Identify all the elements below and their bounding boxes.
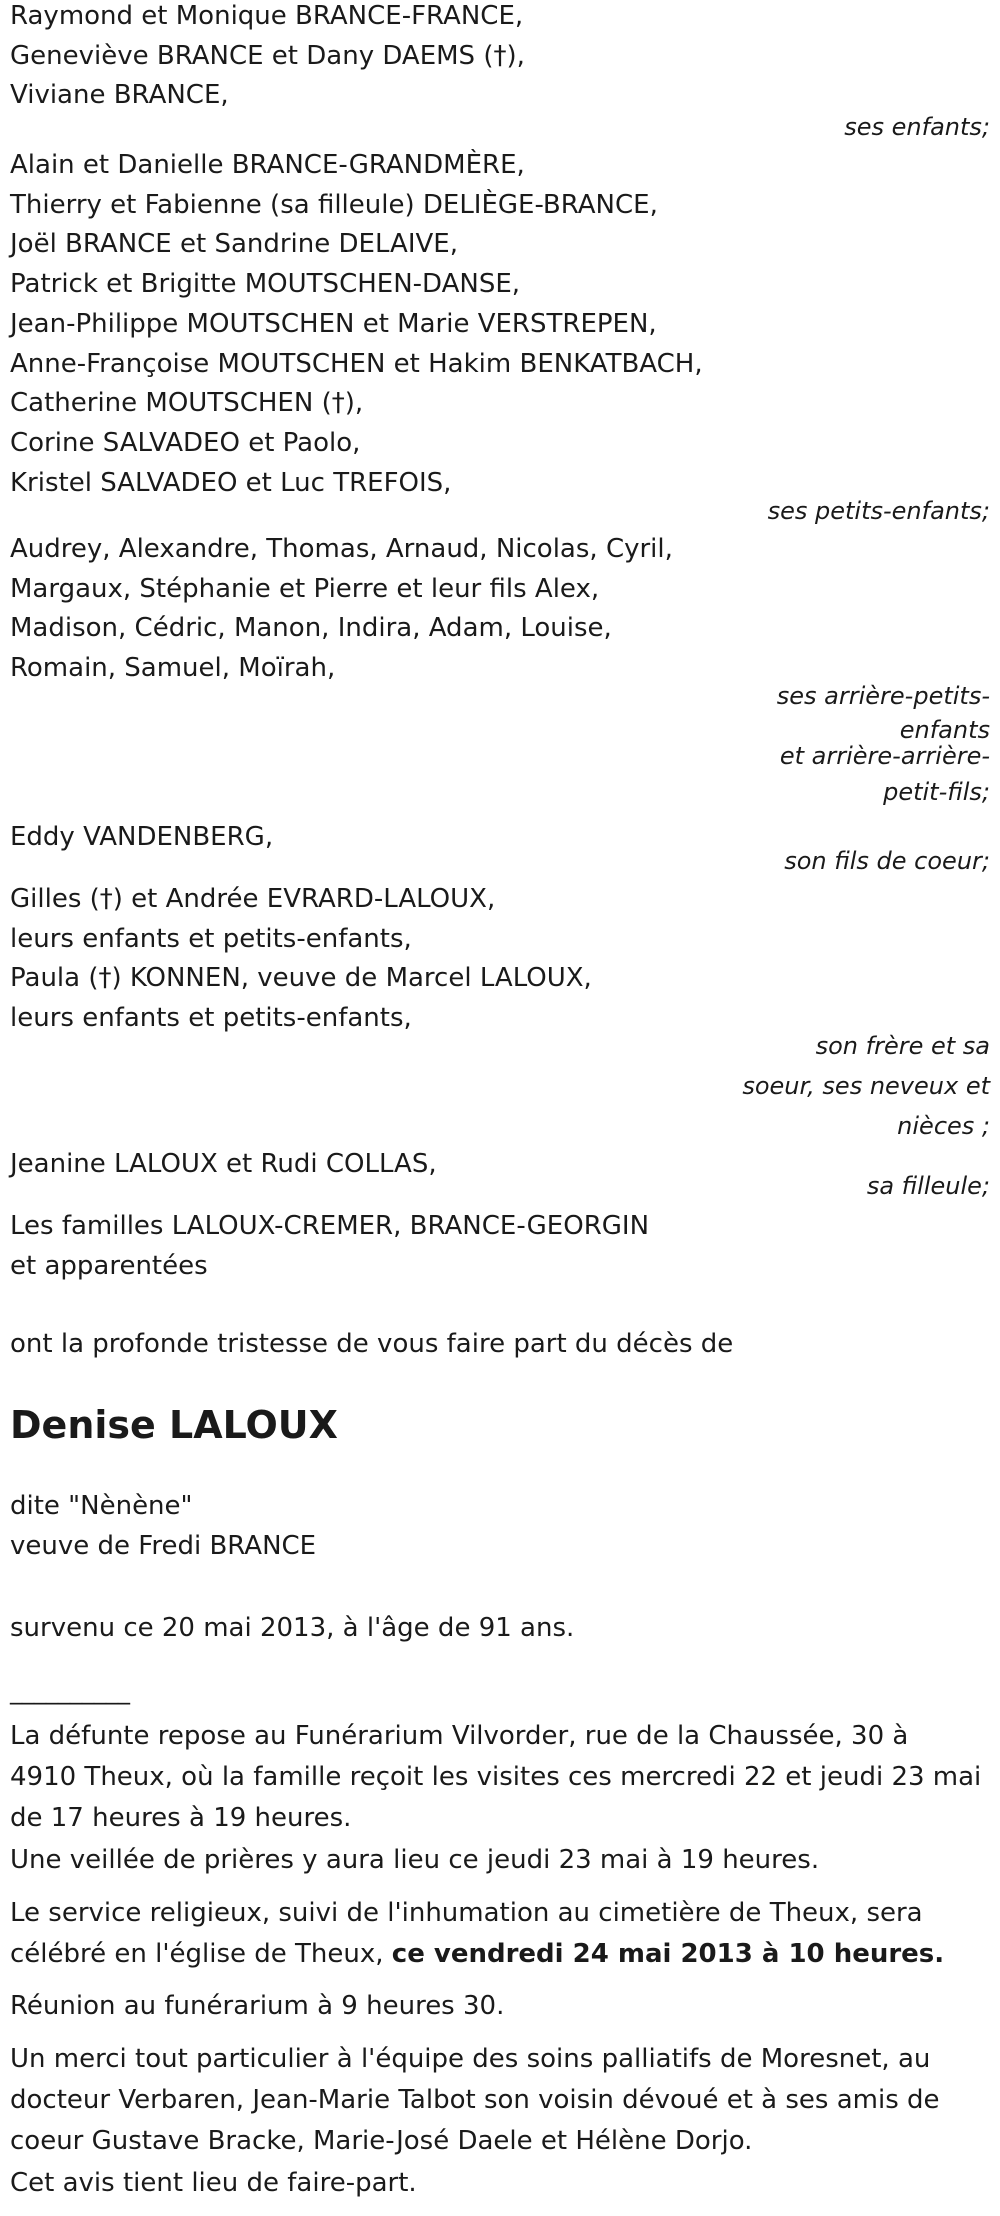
family-line: leurs enfants et petits-enfants, bbox=[10, 1003, 412, 1034]
family-group-goddaughter bbox=[10, 1145, 992, 1185]
family-line: Alain et Danielle BRANCE-GRANDMÈRE, bbox=[10, 150, 525, 180]
meeting-paragraph: Réunion au funérarium à 9 heures 30. bbox=[10, 1991, 505, 2021]
family-line: Catherine MOUTSCHEN (†), bbox=[10, 388, 364, 419]
relation-label-line: petit-fils; bbox=[883, 778, 990, 806]
family-line: Patrick et Brigitte MOUTSCHEN-DANSE, bbox=[10, 269, 521, 300]
closing-paragraph: Cet avis tient lieu de faire-part. bbox=[10, 2168, 417, 2198]
family-line: Kristel SALVADEO et Luc TREFOIS, bbox=[10, 467, 452, 498]
service-date-emphasis: ce vendredi 24 mai 2013 à 10 heures. bbox=[391, 1939, 945, 1969]
family-line: Jean-Philippe MOUTSCHEN et Marie VERSTREPEN, bbox=[10, 308, 657, 339]
family-line: et apparentées bbox=[10, 1250, 208, 1281]
relation-label: ses petits-enfants; bbox=[767, 497, 990, 525]
service-paragraph bbox=[10, 1893, 944, 1975]
family-line: Margaux, Stéphanie et Pierre et leur fils Alex, bbox=[10, 573, 600, 604]
rest-paragraph bbox=[10, 1716, 981, 1839]
family-line: Raymond et Monique BRANCE-FRANCE, bbox=[10, 1, 524, 31]
family-group-children bbox=[10, 0, 992, 116]
relation-label bbox=[780, 741, 992, 813]
family-line: Geneviève BRANCE et Dany DAEMS (†), bbox=[10, 40, 525, 71]
thanks-paragraph bbox=[10, 2039, 940, 2162]
family-line: Gilles (†) et Andrée EVRARD-LALOUX, bbox=[10, 884, 496, 914]
family-line: leurs enfants et petits-enfants, bbox=[10, 923, 412, 954]
family-line: Paula (†) KONNEN, veuve de Marcel LALOUX, bbox=[10, 963, 592, 994]
deceased-details bbox=[10, 1487, 316, 1566]
paragraph-line: coeur Gustave Bracke, Marie-José Daele et Hélène Dorjo. bbox=[10, 2126, 753, 2156]
family-group-great-grandchildren bbox=[10, 530, 992, 689]
family-line: Les familles LALOUX-CREMER, BRANCE-GEORGIN bbox=[10, 1211, 650, 1241]
paragraph-line: de 17 heures à 19 heures. bbox=[10, 1803, 352, 1833]
family-line: Madison, Cédric, Manon, Indira, Adam, Louise, bbox=[10, 613, 612, 644]
family-line: Anne-Françoise MOUTSCHEN et Hakim BENKATBACH, bbox=[10, 348, 703, 379]
paragraph-line: Un merci tout particulier à l'équipe des soins palliatifs de Moresnet, au bbox=[10, 2044, 931, 2074]
death-info: survenu ce 20 mai 2013, à l'âge de 91 ans. bbox=[10, 1613, 575, 1643]
family-group-families bbox=[10, 1207, 992, 1286]
family-line: Romain, Samuel, Moïrah, bbox=[10, 653, 336, 684]
separator-line: __________ bbox=[10, 1677, 130, 1705]
relation-label-line: soeur, ses neveux et bbox=[742, 1072, 990, 1100]
family-line: Joël BRANCE et Sandrine DELAIVE, bbox=[10, 229, 458, 260]
deceased-name: Denise LALOUX bbox=[10, 1403, 338, 1447]
paragraph-line: 4910 Theux, où la famille reçoit les visites ces mercredi 22 et jeudi 23 mai bbox=[10, 1762, 982, 1792]
family-line: Eddy VANDENBERG, bbox=[10, 822, 274, 852]
relation-label-line: ses arrière-petits- bbox=[776, 682, 990, 710]
family-line: Audrey, Alexandre, Thomas, Arnaud, Nicolas, Cyril, bbox=[10, 534, 673, 564]
family-line: Thierry et Fabienne (sa filleule) DELIÈGE-BRANCE, bbox=[10, 189, 658, 220]
relation-label: son fils de coeur; bbox=[784, 847, 990, 875]
paragraph-line bbox=[10, 1934, 944, 1975]
announcement-text: ont la profonde tristesse de vous faire part du décès de bbox=[10, 1329, 734, 1359]
paragraph-line: Le service religieux, suivi de l'inhumation au cimetière de Theux, sera bbox=[10, 1898, 923, 1928]
relation-label: sa filleule; bbox=[866, 1172, 990, 1200]
family-group-grandchildren bbox=[10, 146, 992, 503]
relation-label-line: enfants bbox=[899, 716, 990, 744]
relation-label-line: et arrière-arrière- bbox=[779, 742, 990, 770]
nickname-text: dite "Nènène" bbox=[10, 1491, 193, 1521]
vigil-paragraph: Une veillée de prières y aura lieu ce jeudi 23 mai à 19 heures. bbox=[10, 1845, 820, 1875]
relation-label-line: son frère et sa bbox=[815, 1032, 990, 1060]
family-line: Jeanine LALOUX et Rudi COLLAS, bbox=[10, 1149, 437, 1179]
relation-label bbox=[777, 681, 992, 748]
service-text: célébré en l'église de Theux, bbox=[10, 1939, 392, 1969]
family-line: Viviane BRANCE, bbox=[10, 80, 229, 111]
widow-text: veuve de Fredi BRANCE bbox=[10, 1530, 317, 1561]
relation-label: ses enfants; bbox=[844, 113, 990, 141]
relation-label bbox=[742, 1026, 992, 1146]
family-line: Corine SALVADEO et Paolo, bbox=[10, 427, 361, 458]
paragraph-line: docteur Verbaren, Jean-Marie Talbot son voisin dévoué et à ses amis de bbox=[10, 2085, 940, 2115]
family-group-siblings bbox=[10, 880, 992, 1039]
relation-label-line: nièces ; bbox=[897, 1112, 990, 1140]
paragraph-line: La défunte repose au Funérarium Vilvorder, rue de la Chaussée, 30 à bbox=[10, 1721, 909, 1751]
